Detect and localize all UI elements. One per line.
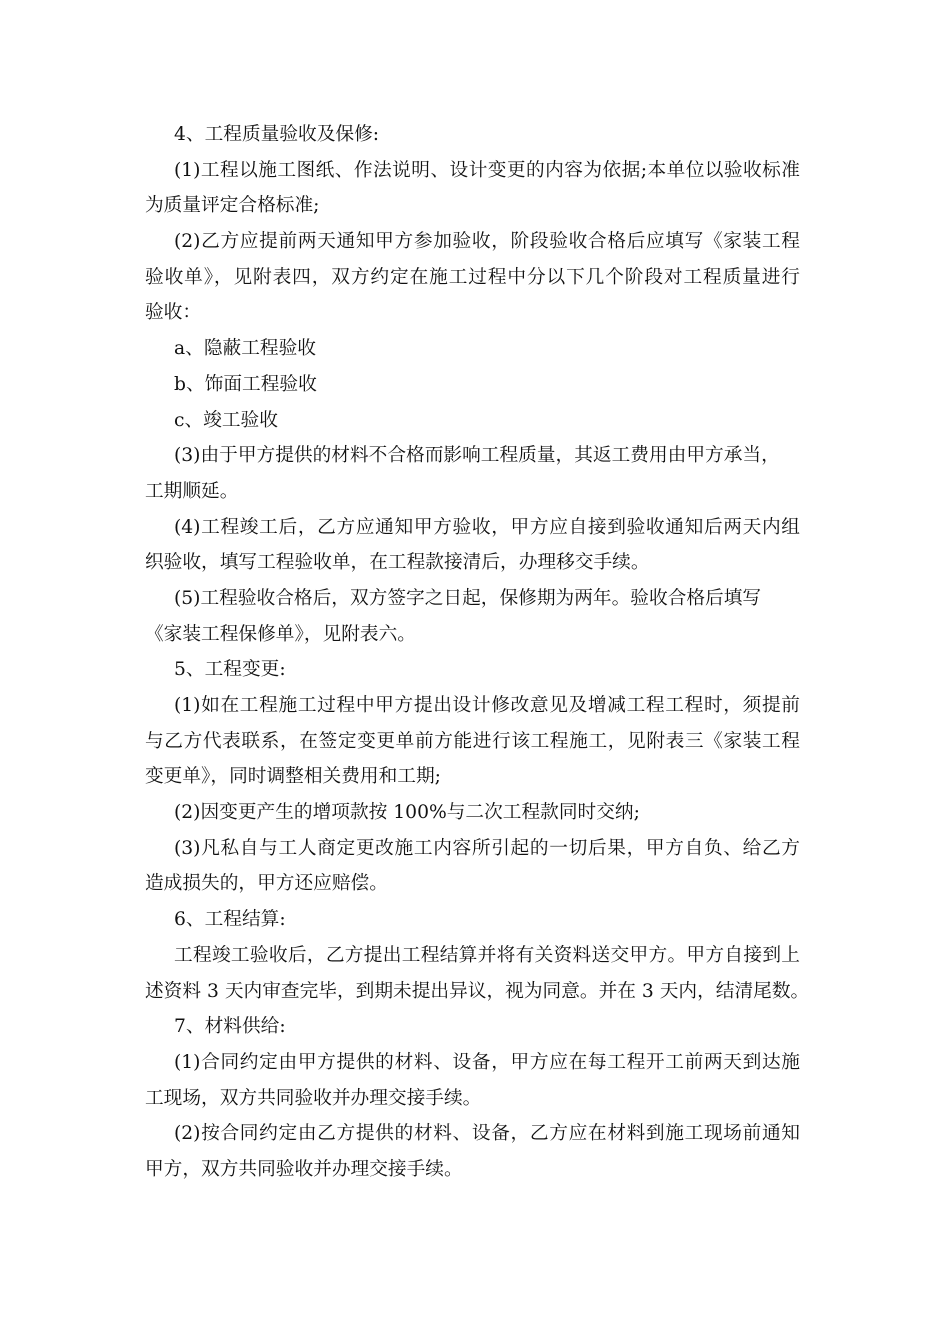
section-heading-text: 4、工程质量验收及保修: bbox=[174, 124, 380, 145]
clause-line: 变更单》，同时调整相关费用和工期; bbox=[145, 766, 441, 788]
clause-line: (1)如在工程施工过程中甲方提出设计修改意见及增减工程工程时，须提前 bbox=[174, 695, 800, 716]
clause-line: (2)按合同约定由乙方提供的材料、设备，乙方应在材料到施工现场前通知 bbox=[174, 1123, 800, 1145]
clause-line: 织验收，填写工程验收单，在工程款接清后，办理移交手续。 bbox=[145, 552, 650, 574]
clause-paragraph bbox=[145, 1116, 800, 1187]
clause-line: 验收单》，见附表四，双方约定在施工过程中分以下几个阶段对工程质量进行 bbox=[145, 266, 800, 288]
clause-line: (4)工程竣工后，乙方应通知甲方验收，甲方应自接到验收通知后两天内组 bbox=[174, 516, 800, 538]
section-heading bbox=[145, 902, 800, 938]
clause-paragraph bbox=[145, 831, 800, 902]
list-item-text: c、竣工验收 bbox=[174, 409, 278, 431]
clause-line: 甲方，双方共同验收并办理交接手续。 bbox=[145, 1158, 463, 1180]
clause-paragraph bbox=[145, 438, 800, 509]
clause-line: (3)由于甲方提供的材料不合格而影响工程质量，其返工费用由甲方承当， bbox=[174, 445, 780, 467]
clause-line: (1)工程以施工图纸、作法说明、设计变更的内容为依据;本单位以验收标准 bbox=[174, 159, 800, 181]
section-heading-text: 7、材料供给: bbox=[174, 1016, 286, 1038]
clause-line: 述资料 3 天内审查完毕，到期未提出异议，视为同意。并在 3 天内，结清尾数。 bbox=[145, 980, 810, 1002]
clause-line: 为质量评定合格标准; bbox=[145, 195, 320, 217]
clause-line: 与乙方代表联系，在签定变更单前方能进行该工程施工，见附表三《家装工程 bbox=[145, 730, 800, 752]
clause-line: (3)凡私自与工人商定更改施工内容所引起的一切后果，甲方自负、给乙方 bbox=[174, 837, 800, 859]
clause-paragraph bbox=[145, 581, 800, 652]
clause-paragraph bbox=[145, 224, 800, 331]
list-item bbox=[145, 367, 800, 403]
list-item-text: b、饰面工程验收 bbox=[174, 373, 317, 395]
clause-paragraph bbox=[145, 510, 800, 581]
clause-paragraph bbox=[145, 795, 800, 831]
clause-line: 造成损失的，甲方还应赔偿。 bbox=[145, 873, 388, 895]
section-heading bbox=[145, 1009, 800, 1045]
clause-line: 验收： bbox=[145, 302, 202, 324]
clause-line: 工程竣工验收后，乙方提出工程结算并将有关资料送交甲方。甲方自接到上 bbox=[174, 944, 800, 966]
clause-line: (2)因变更产生的增项款按 100%与二次工程款同时交纳; bbox=[174, 802, 640, 824]
list-item bbox=[145, 403, 800, 439]
section-heading bbox=[145, 652, 800, 688]
clause-paragraph bbox=[145, 938, 810, 1009]
clause-line: (2)乙方应提前两天通知甲方参加验收，阶段验收合格后应填写《家装工程 bbox=[174, 231, 800, 253]
section-heading-text: 5、工程变更: bbox=[174, 659, 286, 681]
clause-paragraph bbox=[145, 153, 800, 224]
section-heading-text: 6、工程结算: bbox=[174, 909, 286, 931]
clause-paragraph bbox=[145, 688, 800, 795]
clause-line: 工现场，双方共同验收并办理交接手续。 bbox=[145, 1087, 482, 1109]
list-item bbox=[145, 331, 800, 367]
document-body bbox=[145, 117, 810, 1188]
clause-line: 工期顺延。 bbox=[145, 480, 239, 502]
list-item-text: a、隐蔽工程验收 bbox=[174, 338, 316, 360]
section-heading bbox=[145, 117, 800, 153]
clause-line: (1)合同约定由甲方提供的材料、设备，甲方应在每工程开工前两天到达施 bbox=[174, 1051, 800, 1073]
clause-paragraph bbox=[145, 1045, 800, 1116]
clause-line: 《家装工程保修单》，见附表六。 bbox=[145, 623, 416, 645]
clause-line: (5)工程验收合格后，双方签字之日起，保修期为两年。验收合格后填写 bbox=[174, 587, 762, 609]
